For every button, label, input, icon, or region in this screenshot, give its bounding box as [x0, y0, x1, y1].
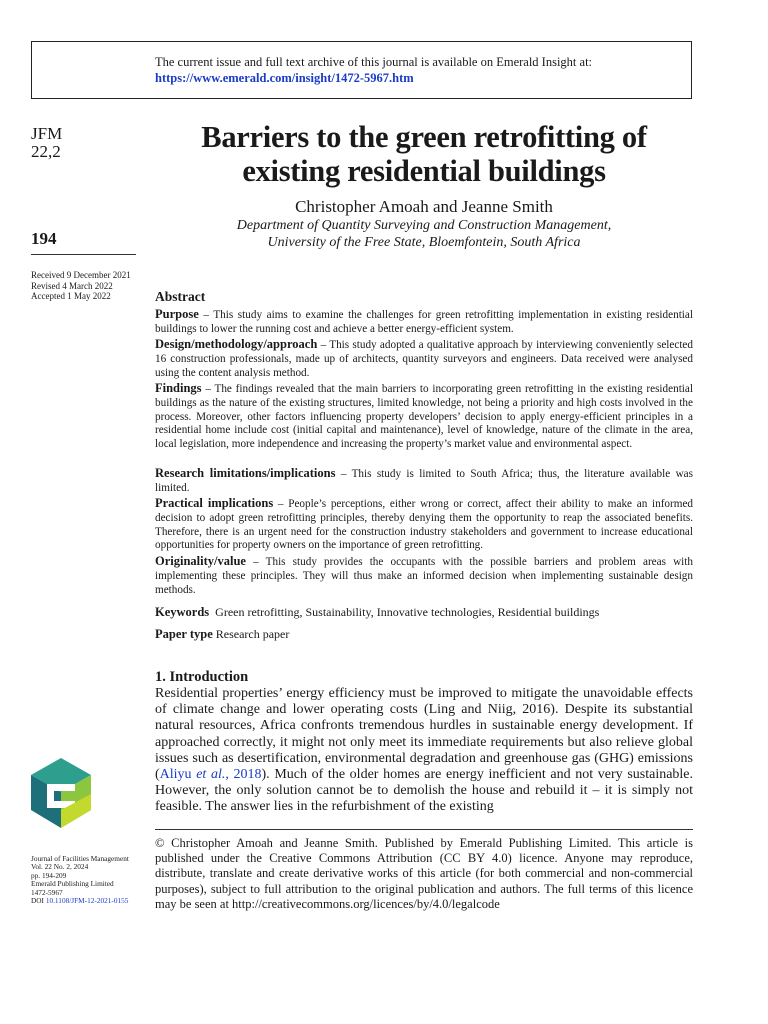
journal-abbrev-volume — [31, 125, 62, 161]
doi-label: DOI — [31, 896, 44, 906]
emerald-publishing-logo-icon — [31, 758, 91, 828]
affiliation-line-1: Department of Quantity Surveying and Construction Management, — [236, 218, 612, 233]
cite-etal: et al. — [196, 767, 226, 783]
practical-text: – People’s perceptions, either wrong or correct, affect their ability to make an informed decision to adopt green retrofitting principles, thereby denying them the opportunity to reap the associated benefits. Therefore, there is an urgent need for the construction industry stakeholders and government to increase educational opportunities for property owners on the importance of green retrofitting. — [155, 498, 694, 552]
journal-info — [31, 855, 129, 905]
practical-label: Practical implications — [155, 496, 274, 510]
abstract-practical — [155, 497, 693, 553]
authors: Christopher Amoah and Jeanne Smith — [295, 197, 553, 216]
journal-pages: pp. 194-209 — [31, 870, 67, 880]
intro-text-b: ). Much of the older homes are energy inefficient and not very sustainable. However, the only solution cannot be to demolish the house and rebuild it – it is simply not feasible. The answer lies in the refurbishment of the existing — [155, 767, 694, 815]
revised-date: Revised 4 March 2022 — [31, 280, 113, 291]
paper-type-label: Paper type — [155, 627, 213, 641]
affiliation — [156, 217, 692, 251]
abstract-limitations — [155, 467, 693, 496]
limitations-label: Research limitations/implications — [155, 466, 336, 480]
findings-label: Findings — [155, 381, 202, 395]
introduction-text — [155, 686, 693, 816]
keywords-text: Green retrofitting, Sustainability, Innovative technologies, Residential buildings — [215, 605, 600, 619]
affiliation-line-2: University of the Free State, Bloemfontein, South Africa — [267, 235, 581, 250]
paper-type — [155, 627, 693, 642]
page-number: 194 — [31, 229, 57, 248]
journal-abbrev: JFM — [31, 124, 63, 143]
accepted-date: Accepted 1 May 2022 — [31, 291, 111, 301]
introduction-heading: 1. Introduction — [155, 669, 249, 685]
cite-author: Aliyu — [159, 767, 197, 783]
banner-text: The current issue and full text archive of this journal is available on Emerald Insight at: — [155, 55, 593, 69]
journal-publisher: Emerald Publishing Limited — [31, 879, 114, 889]
license-text: © Christopher Amoah and Jeanne Smith. Published by Emerald Publishing Limited. This article is published under the Creative Commons Attribution (CC BY 4.0) licence. Anyone may reproduce, distribute, translate and create derivative works of this article (for both commercial and non-commercial purposes), subject to full attribution to the original publication and authors. The full terms of this licence may be seen at http://creativecommons.org/licences/by/4.0/legalcode — [155, 836, 693, 911]
journal-name: Journal of Facilities Management — [31, 854, 129, 863]
journal-issn: 1472-5967 — [31, 887, 63, 897]
journal-volume: Vol. 22 No. 2, 2024 — [31, 862, 89, 872]
footnote-divider — [155, 829, 693, 830]
article-dates — [31, 270, 131, 302]
intro-text-a: Residential properties’ energy efficiency must be improved to mitigate the unavoidable effects of climate change and lower operating costs (Ling and Niig, 2016). Despite its substantial natural resources, Africa confronts tremendous hurdles in sustainable energy development. If approached correctly, it might not only meet its immediate requirements but also relieve global issues such as desertification, environmental degradation and greenhouse gas (GHG) emissions ( — [155, 686, 693, 783]
received-date: Received 9 December 2021 — [31, 270, 131, 280]
keywords-label: Keywords — [155, 605, 210, 619]
design-label: Design/methodology/approach — [155, 337, 318, 351]
banner-url-link[interactable]: https://www.emerald.com/insight/1472-5967.htm — [155, 71, 414, 85]
doi-link[interactable]: 10.1108/JFM-12-2021-0155 — [45, 896, 129, 906]
limitations-text: – This study is limited to South Africa; thus, the literature available was limited. — [155, 468, 693, 494]
doi-line — [31, 897, 129, 905]
journal-banner — [31, 41, 692, 99]
abstract-purpose — [155, 308, 693, 337]
volume-issue: 22,2 — [31, 142, 61, 161]
abstract-findings — [155, 382, 693, 452]
article-title: Barriers to the green retrofitting of existing residential buildings — [201, 120, 647, 188]
citation-link[interactable] — [160, 767, 262, 782]
keywords — [155, 605, 693, 620]
abstract-design — [155, 338, 693, 380]
purpose-text: – This study aims to examine the challenges for green retrofitting implementation in existing residential buildings to lower the running cost and achieve a better energy-efficient system. — [155, 309, 693, 335]
findings-text: – The findings revealed that the main barriers to incorporating green retrofitting in the existing residential buildings as the nature of the existing structures, limited knowledge, not being a priority and high costs involved in the process. Moreover, other factors influencing property developers’ decision to apply energy-efficient principles in a residential home include cost (initial capital and maintenance), level of knowledge, nature of the climate in the area, local legislation, more independence and increasing the property’s market value and environmental aspect. — [155, 383, 693, 451]
design-text: – This study adopted a qualitative approach by interviewing conveniently selected 16 construction professionals, made up of architects, quantity surveyors and engineers. Data received were analysed using the content analysis method. — [155, 339, 693, 379]
abstract-heading: Abstract — [155, 289, 206, 304]
abstract-originality — [155, 555, 693, 597]
cite-year: , 2018 — [225, 767, 262, 783]
purpose-label: Purpose — [155, 307, 199, 321]
paper-type-text: Research paper — [215, 627, 290, 641]
margin-divider — [31, 254, 136, 255]
originality-text: – This study provides the occupants with the possible barriers and problem areas with implementing these principles. They will thus make an informed decision when implementing sustainable design methods. — [155, 556, 693, 596]
originality-label: Originality/value — [155, 554, 246, 568]
